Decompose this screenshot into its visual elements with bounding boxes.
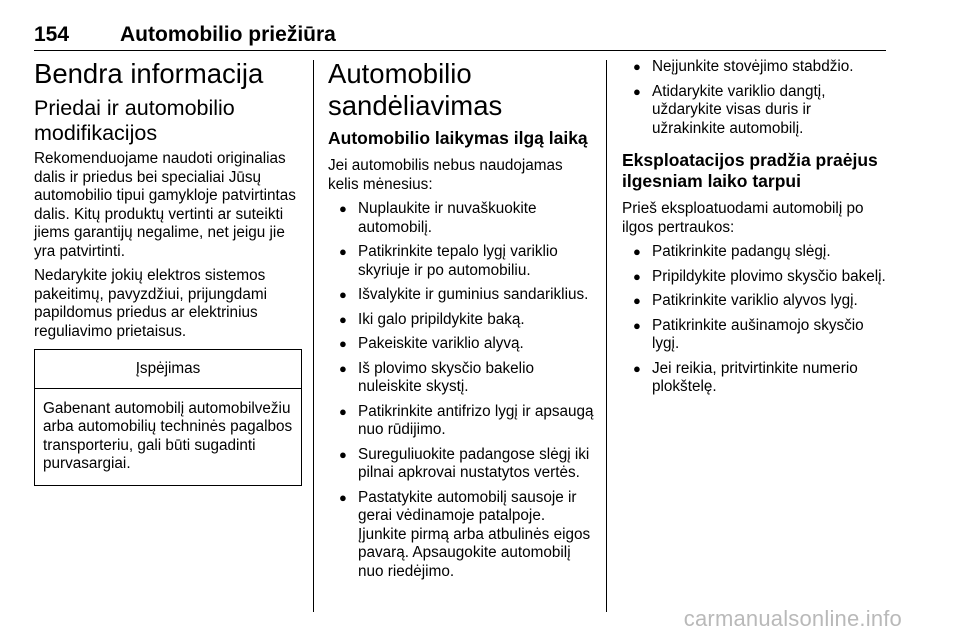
list-item	[328, 243, 594, 280]
bullet-icon: ●	[339, 360, 347, 376]
list-item-text: Nuplaukite ir nuvaškuokite automobilį.	[358, 200, 537, 236]
bullet-list	[328, 200, 594, 581]
list-item-text: Pakeiskite variklio alyvą.	[358, 335, 524, 352]
bullet-icon: ●	[339, 244, 347, 259]
list-item-text: Iš plovimo skysčio bakelio nuleiskite skystį.	[358, 359, 534, 395]
section-heading: Bendra informacija	[34, 58, 264, 89]
paragraph: Nedarykite jokių elektros sistemos pakeitimų, pavyzdžiui, prijungdami papildomus priedus ar elektrinius reguliavimo prietaisus.	[34, 267, 267, 340]
column-general-info	[34, 58, 302, 486]
list-item-text: Patikrinkite aušinamojo skysčio lygį.	[652, 316, 864, 352]
column-divider	[606, 60, 607, 612]
list-item	[622, 243, 886, 262]
warning-box	[34, 349, 302, 486]
subsection-heading: Priedai ir automobilio modifikacijos	[34, 96, 235, 145]
bullet-icon: ●	[633, 83, 641, 99]
list-item	[328, 489, 594, 582]
list-item-text: Neįjunkite stovėjimo stabdžio.	[652, 58, 854, 75]
bullet-icon: ●	[633, 59, 641, 74]
list-item-text: Pripildykite plovimo skysčio bakelį.	[652, 267, 886, 285]
list-item	[622, 83, 886, 139]
list-item	[328, 286, 594, 305]
bullet-icon: ●	[633, 293, 641, 308]
list-item	[622, 268, 886, 287]
bullet-icon: ●	[339, 201, 347, 216]
bullet-icon: ●	[339, 403, 347, 419]
bullet-list	[622, 58, 886, 138]
list-item-text: Patikrinkite tepalo lygį variklio skyriuje ir po automobiliu.	[358, 243, 558, 279]
bullet-icon: ●	[633, 268, 641, 284]
column-divider	[313, 60, 314, 612]
bullet-icon: ●	[339, 446, 347, 462]
bullet-icon: ●	[633, 360, 641, 376]
list-item	[622, 317, 886, 354]
list-item-text: Patikrinkite variklio alyvos lygį.	[652, 292, 858, 309]
page-header	[34, 22, 886, 51]
warning-title: Įspėjimas	[35, 350, 301, 389]
list-item-text: Iki galo pripildykite baką.	[358, 310, 525, 328]
list-item	[328, 360, 594, 397]
list-item	[328, 446, 594, 483]
list-item-text: Jei reikia, pritvirtinkite numerio plokštelę.	[652, 359, 858, 395]
bullet-list	[622, 243, 886, 397]
list-item	[328, 403, 594, 440]
page-number: 154	[34, 23, 70, 46]
paragraph: Jei automobilis nebus naudojamas kelis mėnesius:	[328, 157, 563, 193]
list-item	[328, 311, 594, 330]
subsection-heading: Automobilio laikymas ilgą laiką	[328, 128, 588, 148]
list-item-text: Išvalykite ir guminius sandariklius.	[358, 286, 589, 303]
bullet-icon: ●	[339, 489, 347, 505]
bullet-icon: ●	[633, 317, 641, 333]
list-item-text: Pastatykite automobilį sausoje ir gerai vėdinamoje patalpoje. Įjunkite pirmą arba atbulinės eigos pavarą. Apsaugokite automobilį nuo riedėjimo.	[358, 488, 591, 580]
section-heading: Automobilio sandėliavimas	[328, 58, 503, 121]
subsection-heading: Eksploatacijos pradžia praėjus ilgesniam laiko tarpui	[622, 150, 878, 191]
list-item	[328, 200, 594, 237]
column-storage	[328, 58, 594, 587]
bullet-icon: ●	[339, 311, 347, 327]
warning-text: Gabenant automobilį automobilvežiu arba automobilių techninės pagalbos transporteriu, gali būti sugadinti purvasargiai.	[43, 399, 293, 472]
column-restart	[622, 58, 886, 403]
bullet-icon: ●	[339, 336, 347, 351]
list-item-text: Patikrinkite antifrizo lygį ir apsaugą nuo rūdijimo.	[358, 402, 594, 438]
paragraph: Prieš eksploatuodami automobilį po ilgos pertraukos:	[622, 200, 864, 236]
bullet-icon: ●	[339, 287, 347, 302]
list-item-text: Atidarykite variklio dangtį, uždarykite visas duris ir užrakinkite automobilį.	[652, 82, 826, 137]
list-item	[622, 292, 886, 311]
watermark: carmanualsonline.info	[683, 606, 902, 631]
list-item-text: Patikrinkite padangų slėgį.	[652, 243, 831, 260]
list-item	[622, 360, 886, 397]
list-item	[328, 335, 594, 354]
bullet-icon: ●	[633, 244, 641, 259]
list-item-text: Sureguliuokite padangose slėgį iki pilnai apkrovai nustatytos vertės.	[358, 445, 590, 481]
page-section-title: Automobilio priežiūra	[120, 23, 336, 46]
paragraph: Rekomenduojame naudoti originalias dalis ir priedus bei specialiai Jūsų automobilio tipui gamykloje patvirtintas dalis. Kitų produktų vertinti ar suteikti jiems garantijų negalime, net jeigu jie yra patvirtinti.	[34, 150, 296, 260]
list-item	[622, 58, 886, 77]
